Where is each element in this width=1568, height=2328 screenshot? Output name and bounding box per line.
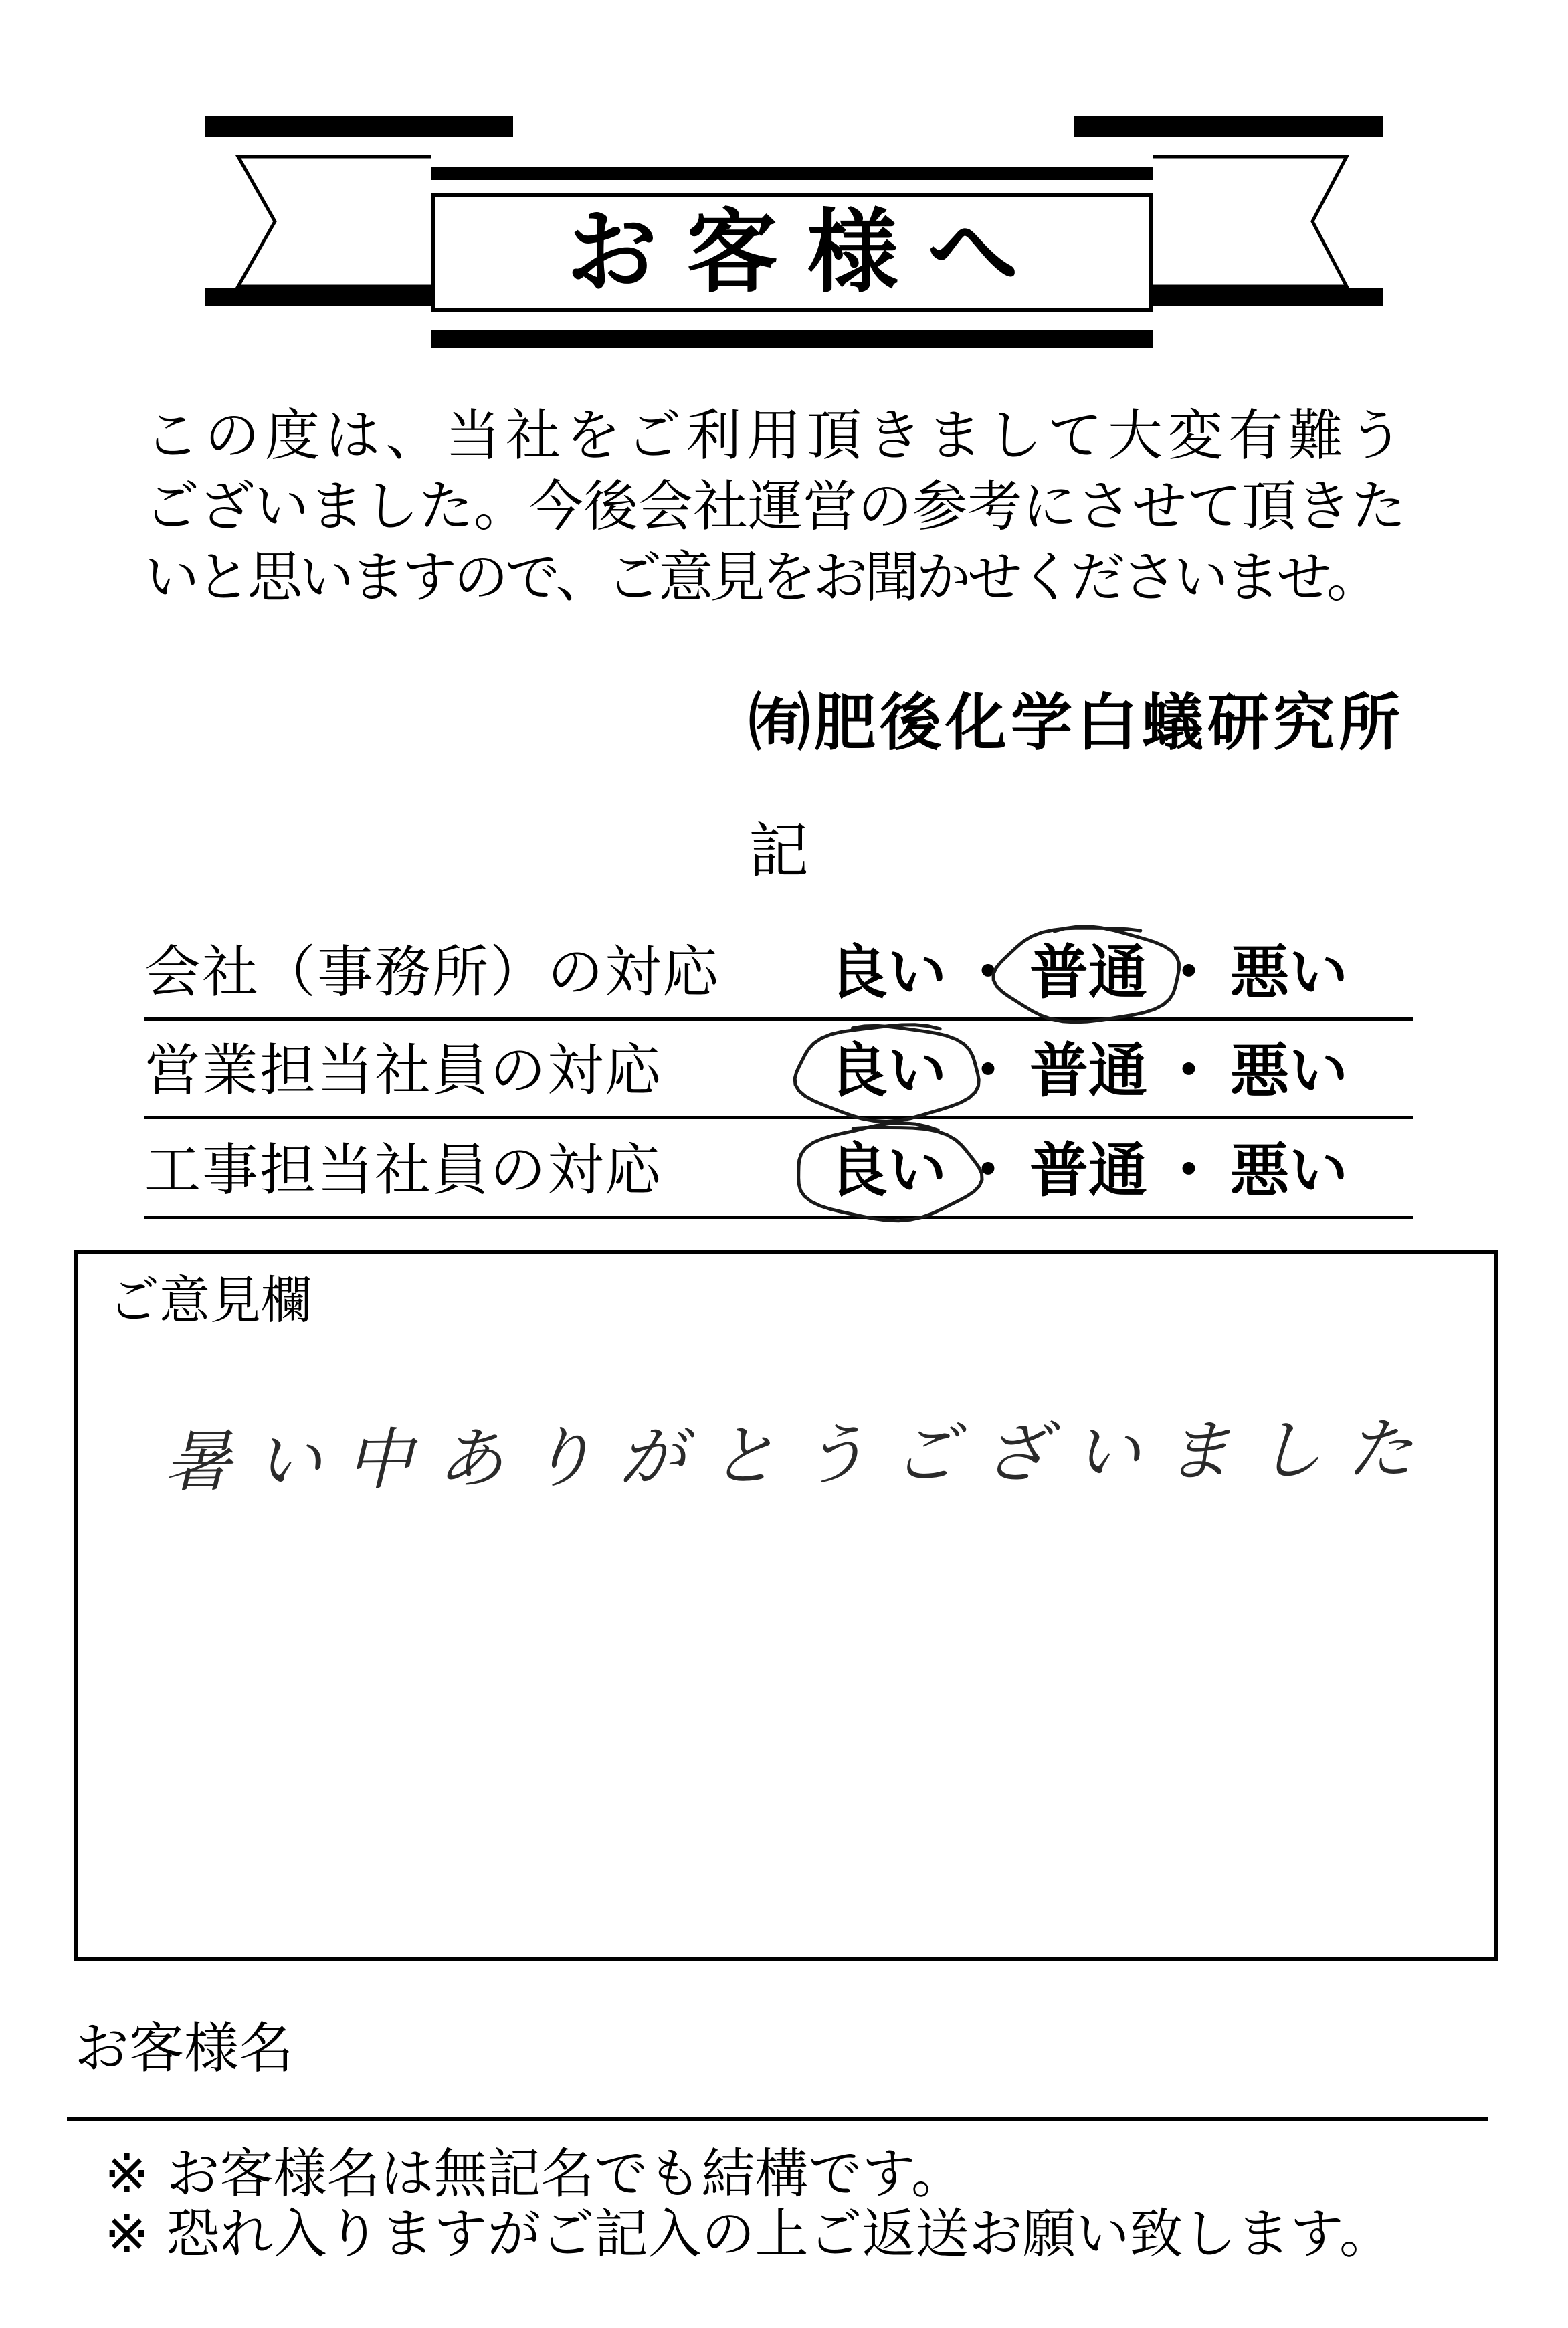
- ribbon-tail-left: [238, 157, 431, 286]
- rating-separator: ・: [1159, 1135, 1219, 1205]
- rating-row-label: 会社（事務所）の対応: [144, 939, 720, 1005]
- footnote: ※ 恐れ入りますがご記入の上ご返送お願い致します。: [104, 2203, 1393, 2265]
- rating-separator: ・: [959, 1135, 1018, 1205]
- rating-options: [829, 1135, 1349, 1205]
- ki-heading: 記: [749, 816, 809, 886]
- banner-bottom-bar-left: [205, 288, 431, 306]
- rating-option-good[interactable]: 良い: [829, 1135, 947, 1205]
- intro-line: この度は、当社をご利用頂きまして大変有難う: [144, 404, 1409, 468]
- intro-line: ございました。今後会社運営の参考にさせて頂きた: [144, 475, 1407, 539]
- rating-option-bad[interactable]: 悪い: [1230, 1036, 1349, 1105]
- banner-center-top-bar: [431, 167, 1153, 180]
- rating-row-label: 営業担当社員の対応: [144, 1038, 663, 1103]
- rating-separator: ・: [959, 1036, 1018, 1105]
- rating-separator: ・: [959, 937, 1018, 1007]
- rating-options: [829, 1036, 1349, 1105]
- rating-row-label: 工事担当社員の対応: [144, 1137, 663, 1203]
- banner-center-bottom-bar: [431, 330, 1153, 348]
- banner-title: お客様へ: [566, 199, 1048, 306]
- comment-box[interactable]: [74, 1250, 1498, 1961]
- footnotes: [104, 2144, 1393, 2264]
- customer-name-field[interactable]: [67, 2080, 1488, 2121]
- rating-option-bad[interactable]: 悪い: [1230, 1135, 1349, 1205]
- rating-option-average[interactable]: 普通: [1030, 937, 1148, 1007]
- company-name: ㈲肥後化学白蟻研究所: [749, 687, 1405, 759]
- rating-separator: ・: [1159, 937, 1219, 1007]
- rating-separator: ・: [1159, 1036, 1219, 1105]
- rating-option-bad[interactable]: 悪い: [1230, 937, 1349, 1007]
- footnote: ※ お客様名は無記名でも結構です。: [104, 2143, 965, 2205]
- rating-row-sales-staff: [144, 1025, 1413, 1119]
- handwritten-comment: 暑い中ありがとうございました: [163, 1410, 1438, 1501]
- rating-option-good[interactable]: 良い: [829, 1036, 947, 1105]
- rating-option-average[interactable]: 普通: [1030, 1135, 1148, 1205]
- rating-row-construction-staff: [144, 1125, 1413, 1219]
- rating-row-company-office: [144, 927, 1413, 1021]
- banner-bottom-bar-right: [1153, 288, 1383, 306]
- rating-options: [829, 937, 1349, 1007]
- comment-box-label: ご意見欄: [108, 1270, 312, 1330]
- banner-top-bar-right: [1074, 116, 1383, 137]
- rating-option-average[interactable]: 普通: [1030, 1036, 1148, 1105]
- ribbon-tail-right: [1153, 157, 1347, 286]
- intro-line: いと思いますので、ご意見をお聞かせくださいませ。: [144, 546, 1378, 609]
- intro-paragraph: [144, 401, 1409, 613]
- banner-top-bar-left: [205, 116, 513, 137]
- customer-name-label: お客様名: [74, 2017, 294, 2080]
- title-banner: [0, 0, 1568, 375]
- rating-option-good[interactable]: 良い: [829, 937, 947, 1007]
